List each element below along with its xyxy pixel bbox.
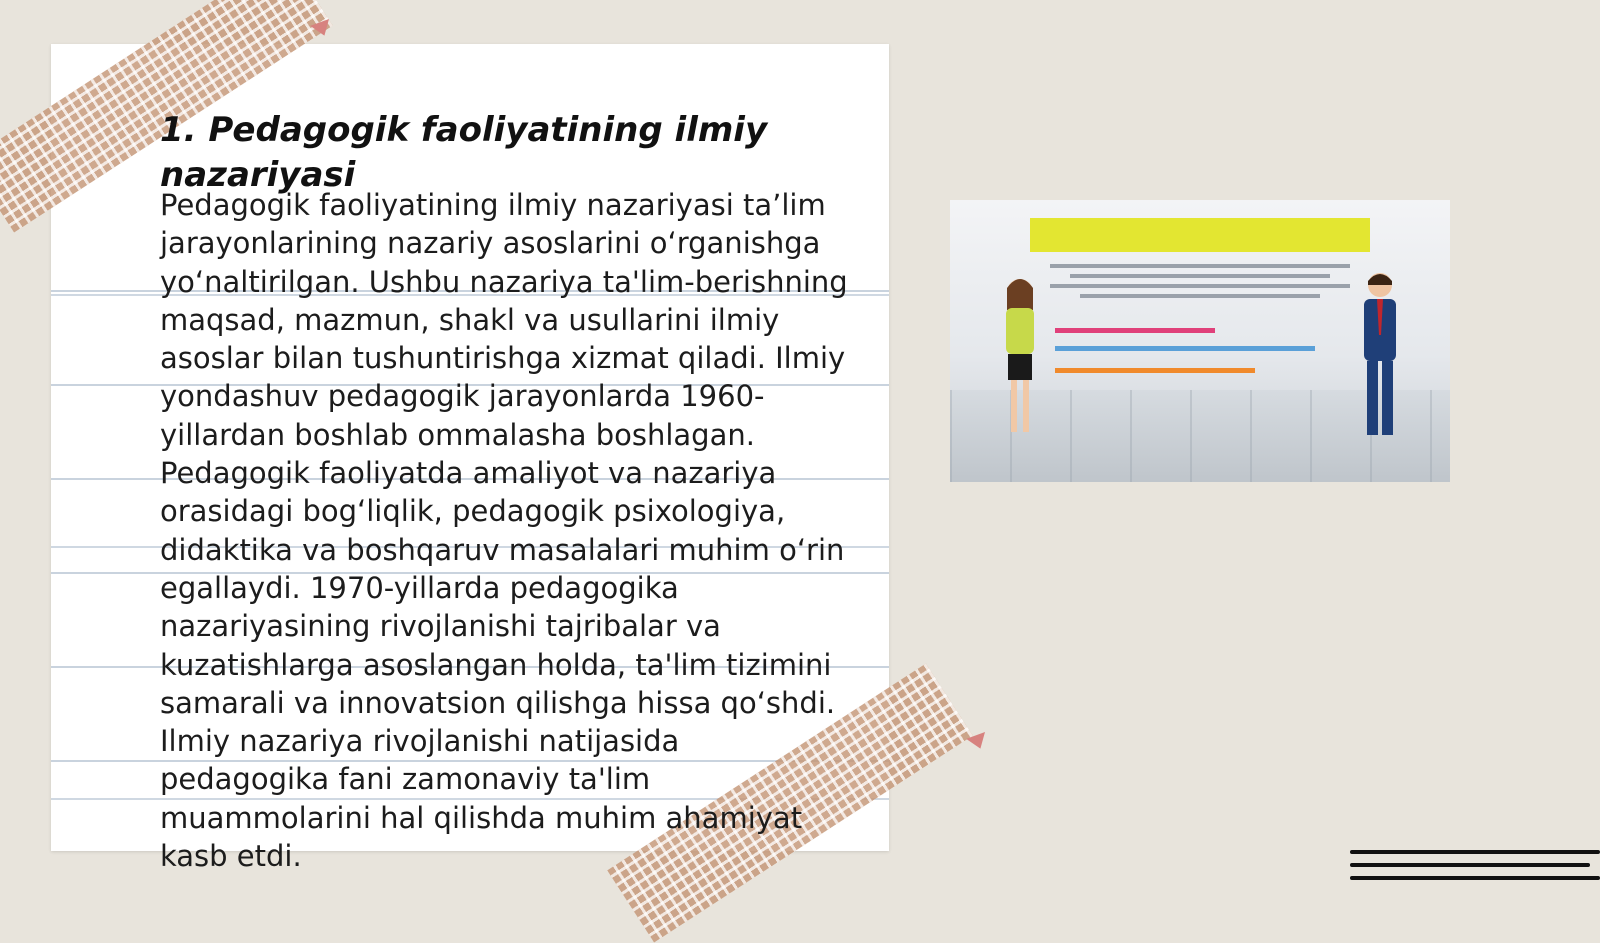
woman-figure-icon <box>990 270 1050 440</box>
image-banner <box>1030 218 1370 252</box>
decorative-lines <box>1350 850 1600 889</box>
slide-title: 1. Pedagogik faoliyatining ilmiy nazariyasi <box>160 110 768 195</box>
presentation-image <box>950 200 1450 482</box>
man-figure-icon <box>1350 265 1410 445</box>
slide-body-text: Pedagogik faoliyatining ilmiy nazariyasi ta’lim jarayonlarining nazariy asoslarini o‘rganishga yo‘naltirilgan. Ushbu nazariya ta'lim-berishning maqsad, mazmun, shakl va usullarini ilmiy asoslar bilan tushuntirishga xizmat qiladi. Ilmiy yondashuv pedagogik jarayonlarda 1960-yillardan boshlab ommalasha boshlagan. Pedagogik faoliyatda amaliyot va nazariya orasidagi bog‘liqlik, pedagogik psixologiya, didaktika va boshqaruv masalalari muhim o‘rin egallaydi. 1970-yillarda pedagogika nazariyasining rivojlanishi tajribalar va kuzatishlarga asoslangan holda, ta'lim tizimini samarali va innovatsion qilishga hissa qo‘shdi. Ilmiy nazariya rivojlanishi natijasida pedagogika fani zamonaviy ta'lim muammolarini hal qilishda muhim ahamiyat kasb etdi. <box>160 188 848 874</box>
